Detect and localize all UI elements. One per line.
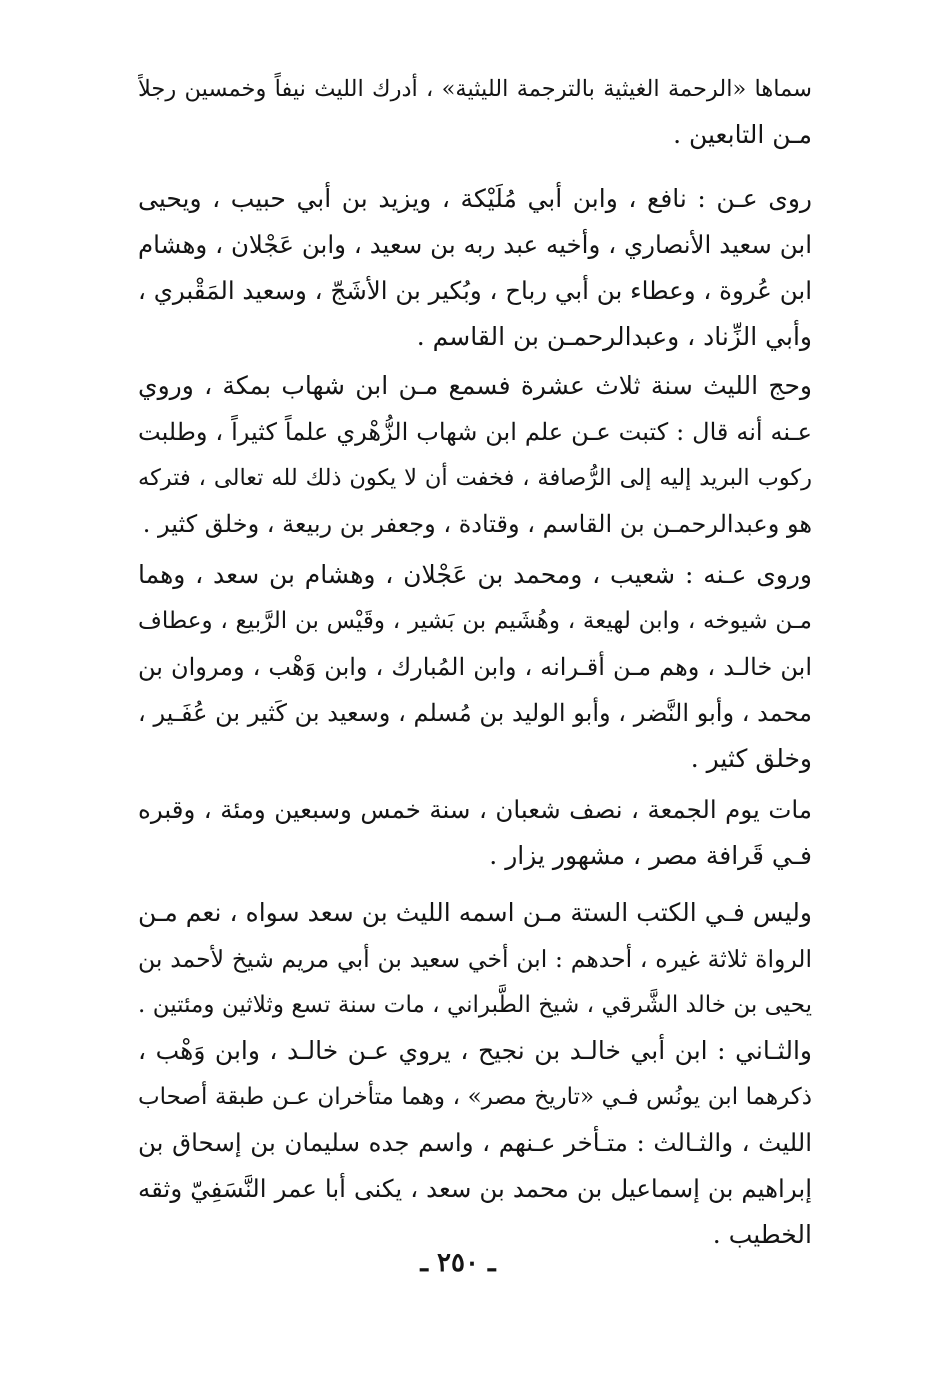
- text-line: وخلق كثير .: [690, 744, 812, 773]
- text-line: ابن سعيد الأنصاري ، وأخيه عبد ربه بن سعيد ، وابن عَجْلان ، وهشام: [138, 230, 812, 259]
- text-line: محمد ، وأبو النَّضر ، وأبو الوليد بن مُسلم ، وسعيد بن كَثير بن عُفَـير ،: [138, 699, 812, 727]
- text-line: هو وعبدالرحمـن بن القاسم ، وقتادة ، وجعفر بن ربيعة ، وخلق كثير .: [142, 510, 812, 538]
- paragraph-6: [138, 890, 812, 1258]
- text-line: ابن خالـد ، وهم مـن أقـرانه ، وابن المُبارك ، وابن وَهْب ، ومروان بن: [138, 653, 812, 681]
- text-line: ركوب البريد إليه إلى الرُّصافة ، فخفت أن لا يكون ذلك لله تعالى ، فتركه: [138, 465, 812, 491]
- text-line: ذكرهما ابن يونُس فـي «تاريخ مصر» ، وهما متأخران عـن طبقة أصحاب: [138, 1084, 812, 1110]
- text-line: وحج الليث سنة ثلاث عشرة فسمع مـن ابن شهاب بمكة ، وروي: [138, 371, 812, 400]
- text-line: والثـاني : ابن أبي خالـد بن نجيح ، يروي عـن خالـد ، وابن وَهْب ،: [138, 1036, 812, 1065]
- text-line: إبراهيم بن إسماعيل بن محمد بن سعد ، يكنى أبا عمر النَّسَفِيّ وثقه: [138, 1174, 812, 1203]
- paragraph-3: [138, 363, 812, 547]
- text-line: فـي قَرافة مصر ، مشهور يزار .: [489, 841, 812, 870]
- text-line: ابن عُروة ، وعطاء بن أبي رباح ، وبُكير بن الأشَجّ ، وسعيد المَقْبري ،: [138, 276, 812, 305]
- page-number: ـ ٢٥٠ ـ: [420, 1248, 496, 1278]
- text-line: مـن التابعين .: [673, 120, 812, 149]
- paragraph-5: [138, 787, 812, 879]
- text-line: الخطيب .: [712, 1220, 812, 1249]
- text-line: الرواة ثلاثة غيره ، أحدهم : ابن أخي سعيد بن أبي مريم شيخ لأحمد بن: [138, 945, 812, 973]
- text-line: سماها «الرحمة الغيثية بالترجمة الليثية» ، أدرك الليث نيفاً وخمسين رجلاً: [138, 76, 812, 102]
- paragraph-2: [138, 176, 812, 360]
- text-line: يحيى بن خالد الشَّرقي ، شيخ الطَّبراني ، مات سنة تسع وثلاثين ومئتين .: [138, 992, 812, 1018]
- text-line: وأبي الزِّناد ، وعبدالرحمـن بن القاسم .: [416, 322, 812, 351]
- text-line: مـن شيوخه ، وابن لهيعة ، وهُشَيم بن بَشير ، وقَيْس بن الرَّبيع ، وعطاف: [138, 608, 812, 634]
- paragraph-4: [138, 552, 812, 782]
- text-line: مات يوم الجمعة ، نصف شعبان ، سنة خمس وسبعين ومئة ، وقبره: [138, 795, 812, 824]
- text-line: عـنه أنه قال : كتبت عـن علم ابن شهاب الزُّهْري علماً كثيراً ، وطلبت: [138, 418, 812, 446]
- text-line: الليث ، والثـالث : متـأخر عـنهم ، واسم جده سليمان بن إسحاق بن: [138, 1128, 812, 1157]
- text-line: وليس فـي الكتب الستة مـن اسمه الليث بن سعد سواه ، نعم مـن: [138, 898, 812, 927]
- text-line: روى عـن : نافع ، وابن أبي مُلَيْكة ، ويزيد بن أبي حبيب ، ويحيى: [138, 184, 812, 213]
- text-line: وروى عـنه : شعيب ، ومحمد بن عَجْلان ، وهشام بن سعد ، وهما: [138, 560, 812, 589]
- paragraph-1: [138, 66, 812, 158]
